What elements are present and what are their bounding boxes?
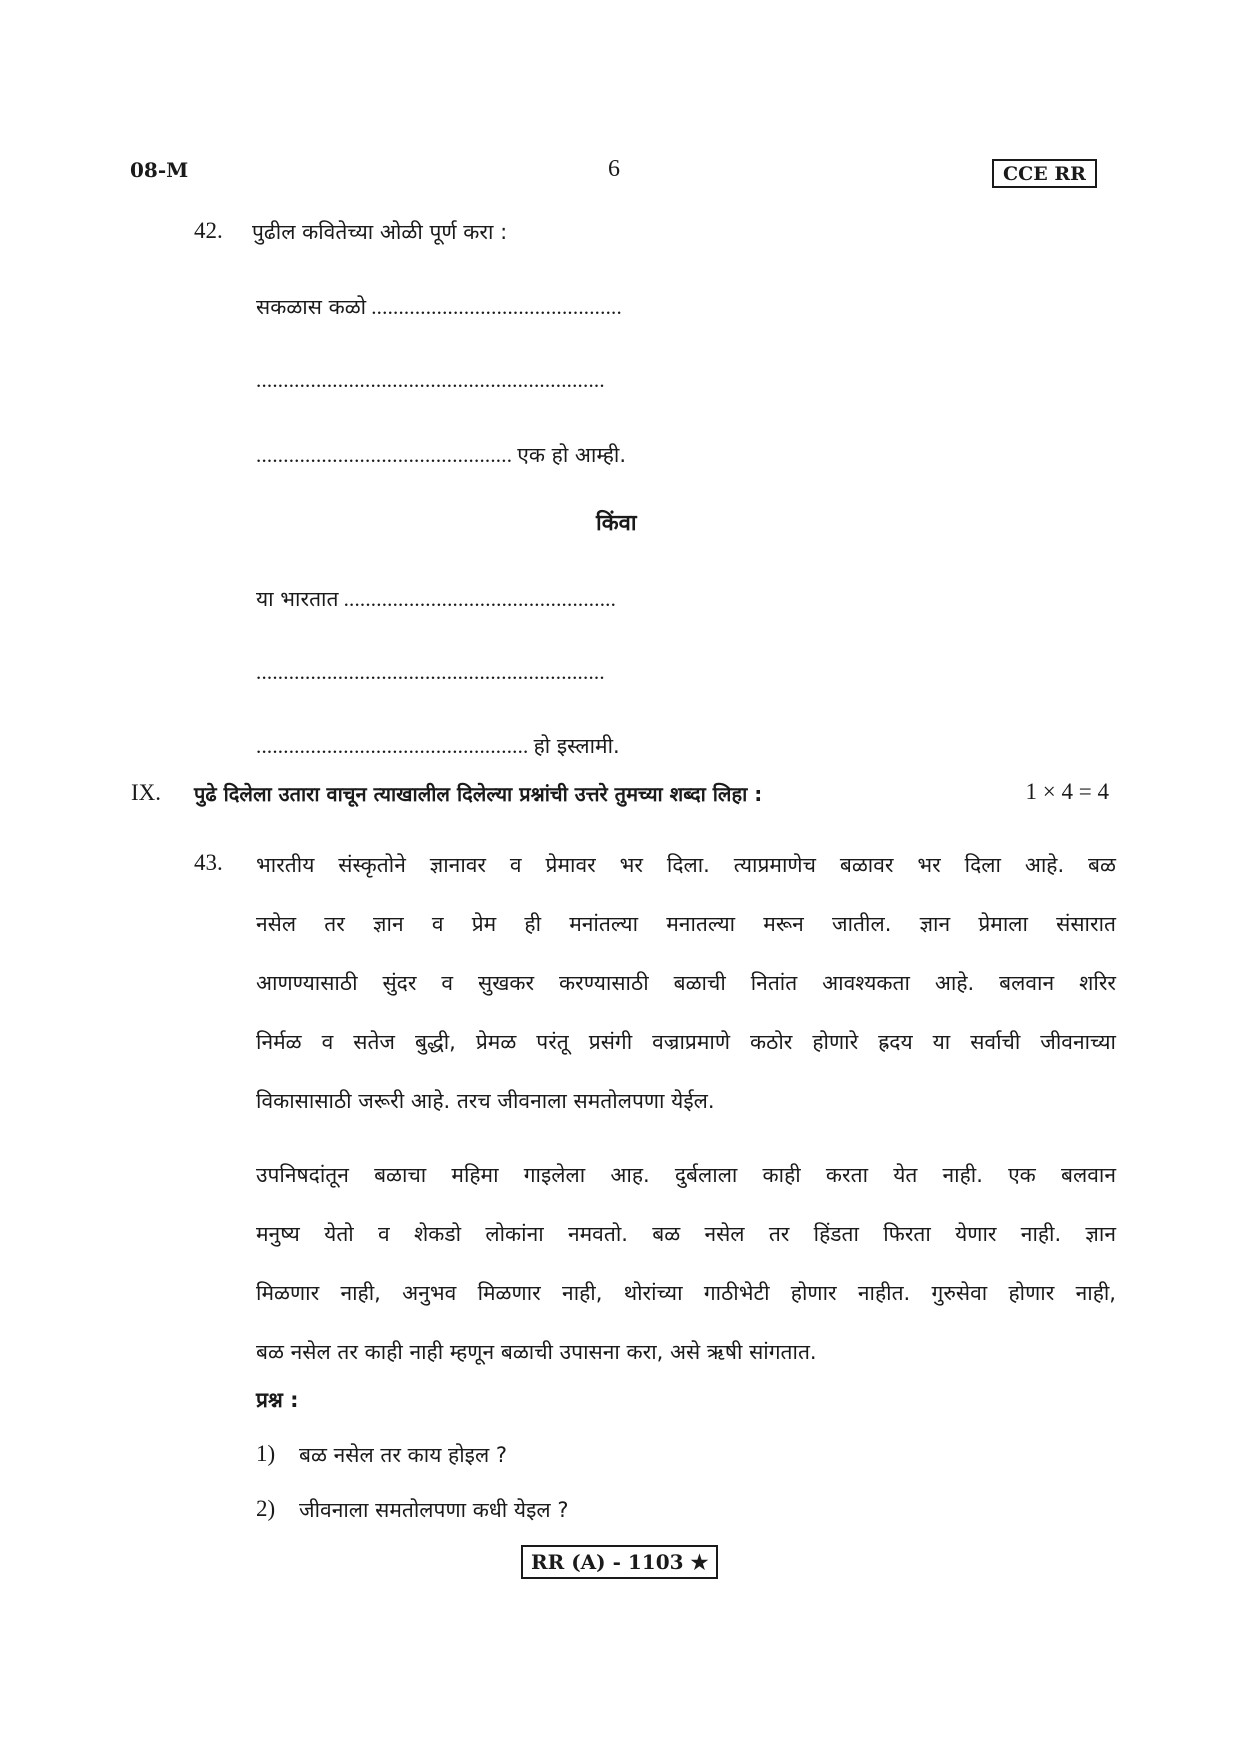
- footer-code-box: RR (A) - 1103 ★: [521, 1545, 718, 1579]
- passage-paragraph-1: [256, 850, 1116, 1145]
- poem-a-line-1-blank: ..............................................: [371, 295, 622, 319]
- passage-line: मिळणार नाही, अनुभव मिळणार नाही, थोरांच्या गाठीभेटी होणार नाहीत. गुरुसेवा होणार नाही,: [256, 1281, 1116, 1305]
- poem-b-line-3-text: हो इस्लामी.: [533, 734, 620, 758]
- poem-a-line-2-blank: ................................................................: [256, 368, 605, 392]
- poem-b-line-3-blank: ..................................................: [256, 734, 529, 758]
- poem-b-line-1: [256, 585, 616, 613]
- paper-code: 08-M: [130, 158, 189, 182]
- passage-line: भारतीय संस्कृतोने ज्ञानावर व प्रेमावर भर दिला. त्याप्रमाणेच बळावर भर दिला आहे. बळ: [256, 853, 1116, 877]
- passage-line: निर्मळ व सतेज बुद्धी, प्रेमळ परंतू प्रसंगी वज्राप्रमाणे कठोर होणारे ह्रदय या सर्वाची जीवनाच्या: [256, 1030, 1116, 1054]
- poem-b-line-2: [256, 660, 605, 685]
- passage-line: नसेल तर ज्ञान व प्रेम ही मनांतल्या मनातल्या मरून जातील. ज्ञान प्रेमाला संसारात: [256, 912, 1116, 936]
- passage-line: मनुष्य येतो व शेकडो लोकांना नमवतो. बळ नसेल तर हिंडता फिरता येणार नाही. ज्ञान: [256, 1222, 1116, 1246]
- poem-b-line-1-text: या भारतात: [256, 587, 339, 611]
- section-title: पुढे दिलेला उतारा वाचून त्याखालील दिलेल्या प्रश्नांची उत्तरे तुमच्या शब्दा लिहा :: [194, 782, 763, 806]
- passage-line: बळ नसेल तर काही नाही म्हणून बळाची उपासना करा, असे ऋषी सांगतात.: [256, 1340, 817, 1364]
- poem-a-line-2: [256, 368, 605, 393]
- passage-paragraph-2: [256, 1160, 1116, 1396]
- poem-a-line-3: [256, 441, 626, 469]
- question-43-number: 43.: [194, 850, 223, 875]
- or-separator: किंवा: [596, 511, 637, 536]
- subquestion-2-text: जीवनाला समतोलपणा कधी येइल ?: [299, 1498, 569, 1522]
- question-42-number: 42.: [194, 218, 223, 243]
- section-number: IX.: [131, 780, 162, 805]
- poem-a-line-1-text: सकळास कळो: [256, 295, 367, 319]
- passage-line: विकासासाठी जरूरी आहे. तरच जीवनाला समतोलपणा येईल.: [256, 1089, 715, 1113]
- poem-b-line-1-blank: ..................................................: [343, 587, 617, 611]
- passage-line: आणण्यासाठी सुंदर व सुखकर करण्यासाठी बळाची नितांत आवश्यकता आहे. बलवान शरिर: [256, 971, 1116, 995]
- poem-a-line-1: [256, 293, 622, 321]
- section-marks: 1 × 4 = 4: [1025, 779, 1109, 804]
- page-number: 6: [608, 156, 620, 182]
- poem-b-line-2-blank: ................................................................: [256, 660, 605, 684]
- subquestion-1-number: 1): [256, 1441, 276, 1466]
- poem-a-line-3-text: एक हो आम्ही.: [517, 443, 627, 467]
- poem-a-line-3-blank: ...............................................: [256, 443, 513, 467]
- series-box: CCE RR: [992, 159, 1097, 188]
- passage-line: उपनिषदांतून बळाचा महिमा गाइलेला आह. दुर्बलाला काही करता येत नाही. एक बलवान: [256, 1163, 1116, 1187]
- subquestion-1-text: बळ नसेल तर काय होइल ?: [299, 1443, 508, 1467]
- question-42-text: पुढील कवितेच्या ओळी पूर्ण करा :: [252, 220, 508, 244]
- poem-b-line-3: [256, 732, 620, 760]
- subquestion-2-number: 2): [256, 1496, 276, 1521]
- questions-label: प्रश्न :: [256, 1388, 299, 1412]
